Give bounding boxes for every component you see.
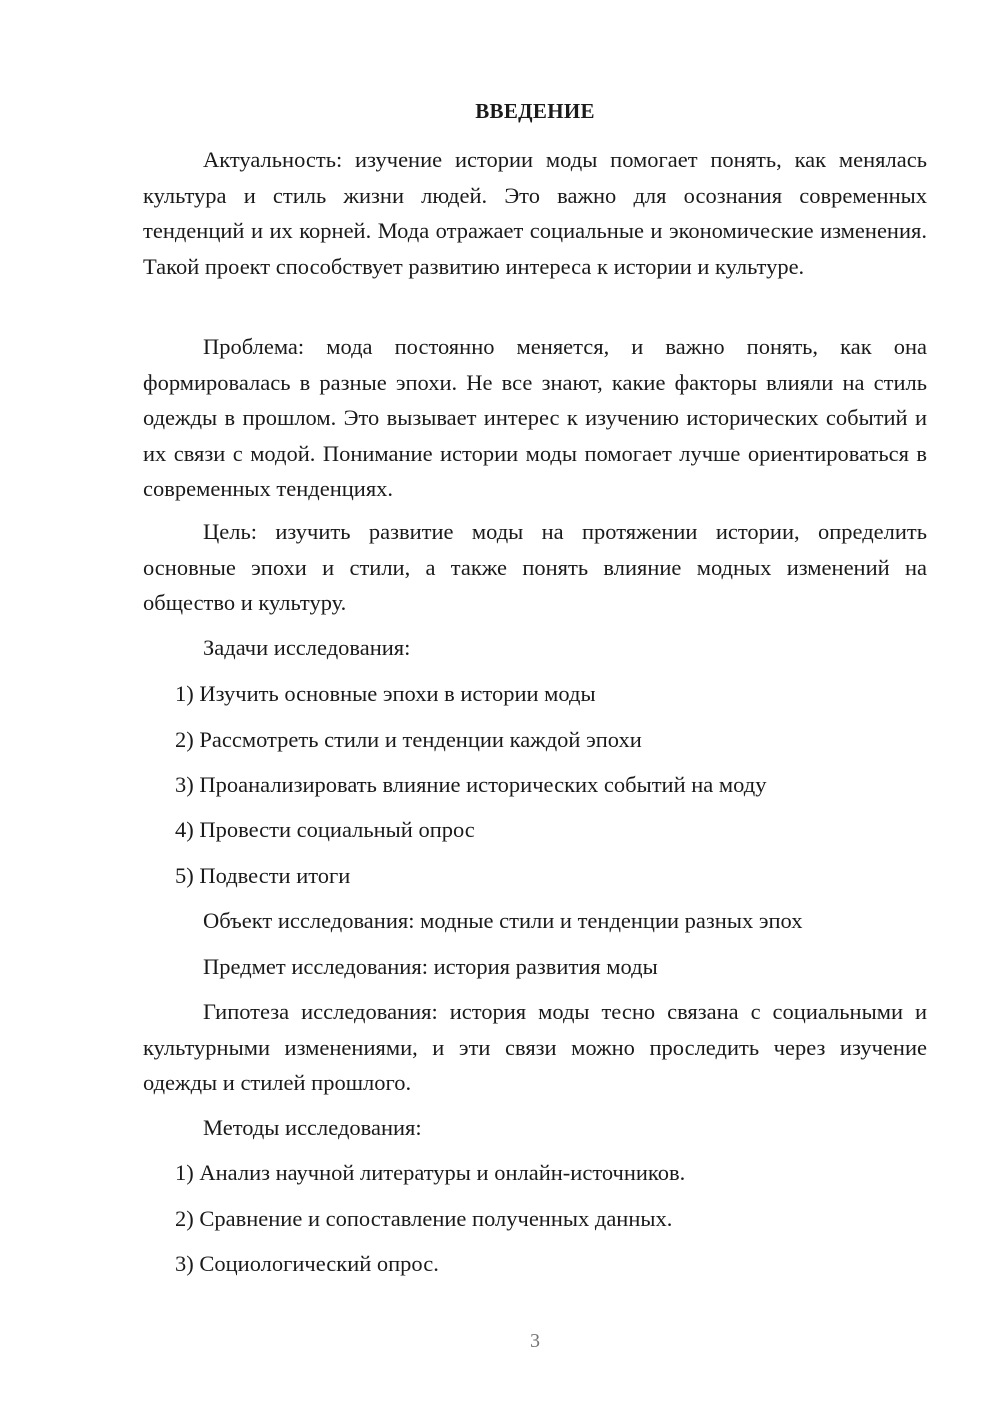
methods-heading: Методы исследования: xyxy=(203,1115,422,1140)
research-subject: Предмет исследования: история развития моды xyxy=(203,954,658,979)
tasks-heading: Задачи исследования: xyxy=(203,635,411,660)
method-item: 1) Анализ научной литературы и онлайн-источников. xyxy=(175,1160,686,1185)
relevance-paragraph: Актуальность: изучение истории моды помогает понять, как менялась культура и стиль жизни людей. Это важно для осознания современных тенденций и их корней. Мода отражает социальные и экономические изменения. Такой проект способствует развитию интереса к истории и культуре. xyxy=(143,147,927,279)
method-item: 2) Сравнение и сопоставление полученных данных. xyxy=(175,1206,673,1231)
task-item: 5) Подвести итоги xyxy=(175,863,351,888)
task-item: 3) Проанализировать влияние исторических событий на моду xyxy=(175,772,767,797)
document-page xyxy=(143,0,927,1414)
task-item: 2) Рассмотреть стили и тенденции каждой эпохи xyxy=(175,727,642,752)
goal-paragraph: Цель: изучить развитие моды на протяжении истории, определить основные эпохи и стили, а также понять влияние модных изменений на общество и культуру. xyxy=(143,519,927,615)
problem-paragraph: Проблема: мода постоянно меняется, и важно понять, как она формировалась в разные эпохи. Не все знают, какие факторы влияли на стиль одежды в прошлом. Это вызывает интерес к изучению исторических событий и их связи с модой. Понимание истории моды помогает лучше ориентироваться в современных тенденциях. xyxy=(143,334,927,501)
task-item: 4) Провести социальный опрос xyxy=(175,817,475,842)
hypothesis-paragraph: Гипотеза исследования: история моды тесно связана с социальными и культурными изменениями, и эти связи можно проследить через изучение одежды и стилей прошлого. xyxy=(143,999,927,1095)
research-object: Объект исследования: модные стили и тенденции разных эпох xyxy=(203,908,803,933)
page-number: 3 xyxy=(530,1330,540,1352)
task-item: 1) Изучить основные эпохи в истории моды xyxy=(175,681,596,706)
method-item: 3) Социологический опрос. xyxy=(175,1251,439,1276)
page-title: ВВЕДЕНИЕ xyxy=(475,99,595,123)
